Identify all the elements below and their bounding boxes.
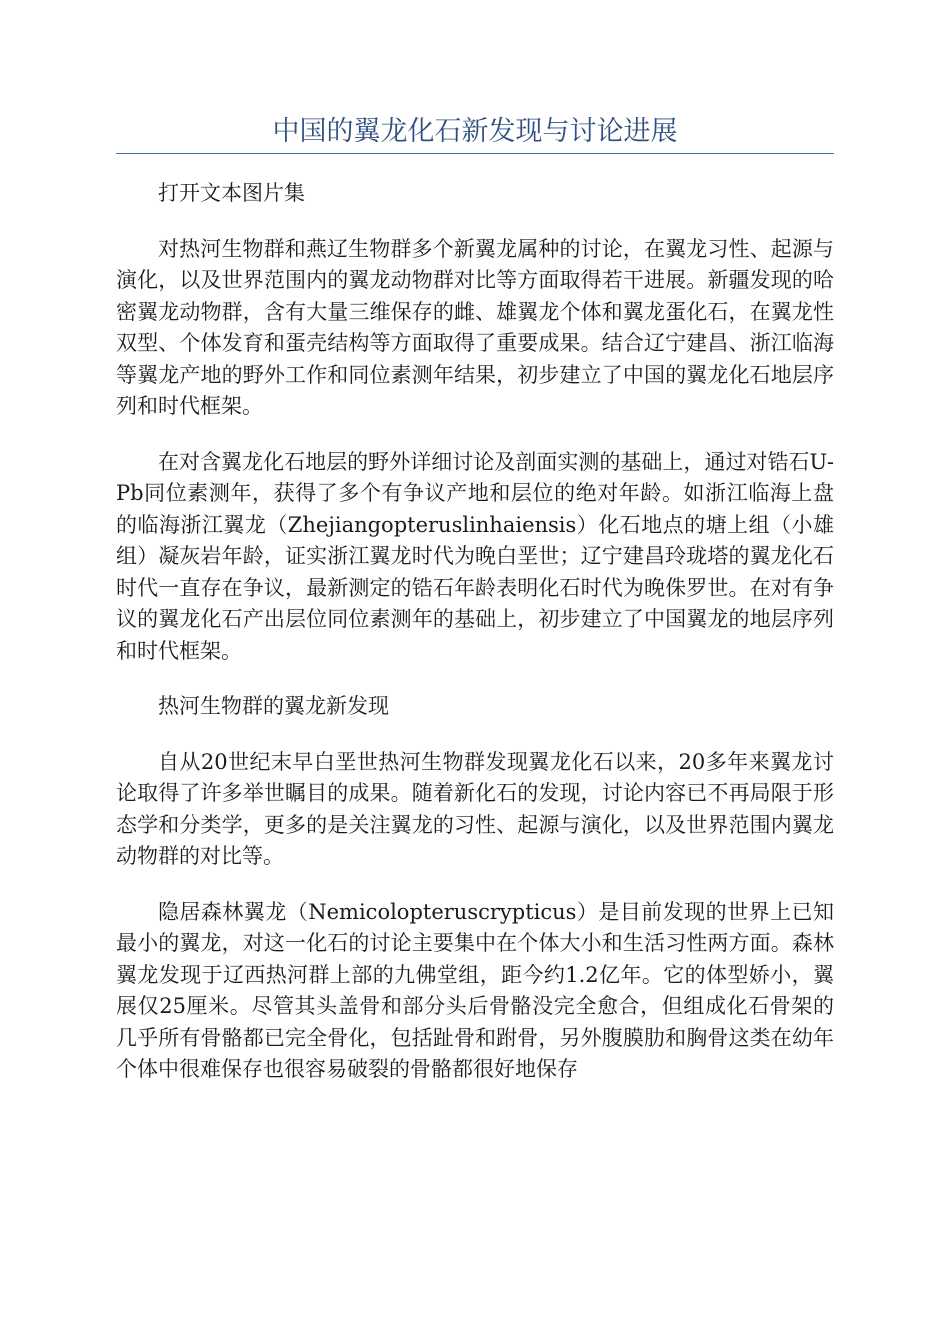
paragraph: 对热河生物群和燕辽生物群多个新翼龙属种的讨论，在翼龙习性、起源与演化，以及世界范围内的翼龙动物群对比等方面取得若干进展。新疆发现的哈密翼龙动物群，含有大量三维保存的雌、雄翼龙个体和翼龙蛋化石，在翼龙性双型、个体发育和蛋壳结构等方面取得了重要成果。结合辽宁建昌、浙江临海等翼龙产地的野外工作和同位素测年结果，初步建立了中国的翼龙化石地层序列和时代框架。: [116, 236, 834, 418]
paragraph: 隐居森林翼龙（Nemicolopteruscrypticus）是目前发现的世界上已知最小的翼龙，对这一化石的讨论主要集中在个体大小和生活习性两方面。森林翼龙发现于辽西热河群上部的九佛堂组，距今约1.2亿年。它的体型娇小，翼展仅25厘米。尽管其头盖骨和部分头后骨骼没完全愈合，但组成化石骨架的几乎所有骨骼都已完全骨化，包括趾骨和跗骨，另外腹膜肋和胸骨这类在幼年个体中很难保存也很容易破裂的骨骼都很好地保存: [116, 899, 834, 1081]
title-underline: [116, 153, 834, 154]
section-heading: 热河生物群的翼龙新发现: [158, 694, 389, 718]
paragraph: 自从20世纪末早白垩世热河生物群发现翼龙化石以来，20多年来翼龙讨论取得了许多举世瞩目的成果。随着新化石的发现，讨论内容已不再局限于形态学和分类学，更多的是关注翼龙的习性、起源与演化，以及世界范围内翼龙动物群的对比等。: [116, 749, 834, 868]
document-body: [116, 178, 834, 1110]
section-label: 打开文本图片集: [158, 181, 305, 205]
paragraph: 在对含翼龙化石地层的野外详细讨论及剖面实测的基础上，通过对锆石U-Pb同位素测年，获得了多个有争议产地和层位的绝对年龄。如浙江临海上盘的临海浙江翼龙（Zhejiangopteruslinhaiensis）化石地点的塘上组（小雄组）凝灰岩年龄，证实浙江翼龙时代为晚白垩世；辽宁建昌玲珑塔的翼龙化石时代一直存在争议，最新测定的锆石年龄表明化石时代为晚侏罗世。在对有争议的翼龙化石产出层位同位素测年的基础上，初步建立了中国翼龙的地层序列和时代框架。: [116, 449, 834, 663]
document-title: 中国的翼龙化石新发现与讨论进展: [272, 116, 678, 147]
